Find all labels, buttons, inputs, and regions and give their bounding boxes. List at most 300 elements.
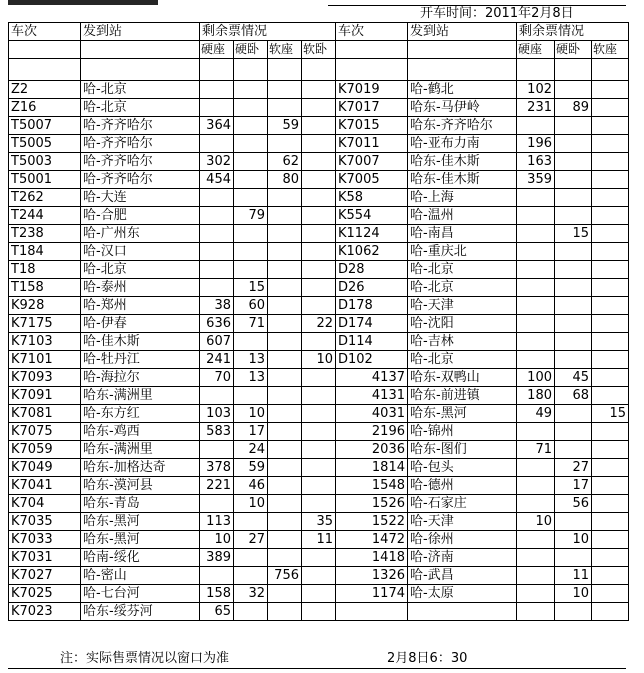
train-number: K7035 (9, 513, 81, 531)
soft-sleeper-count: 22 (302, 315, 336, 333)
sub-header-hard-sleeper-right: 硬卧 (555, 41, 592, 59)
soft-seat-count: 756 (268, 567, 302, 585)
train-number: K7031 (9, 549, 81, 567)
hard-sleeper-count (234, 243, 268, 261)
soft-seat-count-right (592, 567, 629, 585)
soft-sleeper-count (302, 297, 336, 315)
station-route: 哈东-黑河 (81, 513, 200, 531)
station-route-right: 哈-锦州 (408, 423, 517, 441)
soft-seat-count-right (592, 207, 629, 225)
station-route-right: 哈-吉林 (408, 333, 517, 351)
col-header-station: 发到站 (81, 23, 200, 41)
station-route-right: 哈东-前进镇 (408, 387, 517, 405)
station-route: 哈东-绥芬河 (81, 603, 200, 621)
soft-sleeper-count (302, 225, 336, 243)
hard-sleeper-count-right (555, 279, 592, 297)
train-number: K7075 (9, 423, 81, 441)
departure-time-label: 开车时间：2011年2月8日 (420, 6, 574, 21)
soft-seat-count (268, 207, 302, 225)
table-row (9, 135, 629, 153)
station-route-right: 哈东-黑河 (408, 405, 517, 423)
hard-seat-count (200, 225, 234, 243)
hard-seat-count-right (517, 207, 555, 225)
hard-seat-count (200, 261, 234, 279)
hard-seat-count-right (517, 495, 555, 513)
station-route: 哈-大连 (81, 189, 200, 207)
train-number: K7059 (9, 441, 81, 459)
hard-seat-count (200, 99, 234, 117)
hard-seat-count: 65 (200, 603, 234, 621)
soft-seat-count-right (592, 261, 629, 279)
hard-seat-count-right (517, 423, 555, 441)
hard-sleeper-count-right: 56 (555, 495, 592, 513)
soft-seat-count (268, 603, 302, 621)
hard-sleeper-count: 46 (234, 477, 268, 495)
table-row (9, 405, 629, 423)
soft-seat-count (268, 513, 302, 531)
soft-sleeper-count (302, 117, 336, 135)
hard-sleeper-count-right: 27 (555, 459, 592, 477)
train-number: T158 (9, 279, 81, 297)
soft-sleeper-count (302, 261, 336, 279)
train-number-right: 1526 (336, 495, 408, 513)
hard-sleeper-count-right: 89 (555, 99, 592, 117)
hard-sleeper-count-right (555, 513, 592, 531)
station-route: 哈东-黑河 (81, 531, 200, 549)
train-number: K7025 (9, 585, 81, 603)
hard-sleeper-count-right (555, 315, 592, 333)
hard-seat-count-right (517, 261, 555, 279)
hard-sleeper-count-right (555, 549, 592, 567)
sub-header-soft-seat: 软座 (268, 41, 302, 59)
station-route: 哈-密山 (81, 567, 200, 585)
soft-sleeper-count (302, 423, 336, 441)
train-number-right: 1522 (336, 513, 408, 531)
station-route-right: 哈-石家庄 (408, 495, 517, 513)
table-row (9, 495, 629, 513)
hard-sleeper-count-right (555, 351, 592, 369)
soft-sleeper-count (302, 153, 336, 171)
soft-seat-count: 80 (268, 171, 302, 189)
hard-sleeper-count (234, 333, 268, 351)
hard-sleeper-count-right (555, 423, 592, 441)
train-number-right: K58 (336, 189, 408, 207)
hard-sleeper-count (234, 117, 268, 135)
hard-sleeper-count: 15 (234, 279, 268, 297)
header-row-main (9, 23, 629, 41)
soft-seat-count-right (592, 441, 629, 459)
hard-sleeper-count (234, 603, 268, 621)
train-number: T184 (9, 243, 81, 261)
soft-sleeper-count (302, 171, 336, 189)
hard-seat-count (200, 207, 234, 225)
soft-sleeper-count (302, 441, 336, 459)
hard-seat-count: 103 (200, 405, 234, 423)
soft-seat-count-right (592, 135, 629, 153)
soft-seat-count (268, 333, 302, 351)
soft-seat-count (268, 477, 302, 495)
station-route: 哈东-满洲里 (81, 387, 200, 405)
train-number: K704 (9, 495, 81, 513)
train-number-right: D178 (336, 297, 408, 315)
train-number-right: 1548 (336, 477, 408, 495)
train-number: T5007 (9, 117, 81, 135)
station-route-right (408, 603, 517, 621)
soft-seat-count-right (592, 495, 629, 513)
spacer-row (9, 59, 629, 81)
table-row (9, 477, 629, 495)
station-route-right: 哈-南昌 (408, 225, 517, 243)
hard-seat-count: 607 (200, 333, 234, 351)
soft-seat-count (268, 189, 302, 207)
soft-seat-count-right: 15 (592, 405, 629, 423)
hard-seat-count-right (517, 225, 555, 243)
soft-seat-count-right (592, 531, 629, 549)
table-row (9, 513, 629, 531)
table-row (9, 585, 629, 603)
train-number-right: D28 (336, 261, 408, 279)
soft-seat-count (268, 423, 302, 441)
soft-sleeper-count (302, 603, 336, 621)
station-route-right: 哈-包头 (408, 459, 517, 477)
train-number-right: 1174 (336, 585, 408, 603)
soft-seat-count (268, 441, 302, 459)
train-number: T5003 (9, 153, 81, 171)
station-route-right: 哈东-佳木斯 (408, 153, 517, 171)
sub-header-hard-seat-right: 硬座 (517, 41, 555, 59)
station-route: 哈-郑州 (81, 297, 200, 315)
sub-header-hard-seat: 硬座 (200, 41, 234, 59)
sub-header-hard-sleeper: 硬卧 (234, 41, 268, 59)
header-row-sub (9, 41, 629, 59)
soft-seat-count (268, 585, 302, 603)
station-route-right: 哈-武昌 (408, 567, 517, 585)
hard-seat-count-right: 10 (517, 513, 555, 531)
soft-seat-count-right (592, 243, 629, 261)
hard-sleeper-count (234, 549, 268, 567)
train-number: Z2 (9, 81, 81, 99)
hard-sleeper-count (234, 387, 268, 405)
soft-sleeper-count (302, 459, 336, 477)
station-route-right: 哈-徐州 (408, 531, 517, 549)
hard-sleeper-count-right (555, 135, 592, 153)
table-row (9, 531, 629, 549)
soft-seat-count (268, 549, 302, 567)
station-route: 哈-伊春 (81, 315, 200, 333)
soft-seat-count: 62 (268, 153, 302, 171)
hard-seat-count-right (517, 117, 555, 135)
station-route: 哈-齐齐哈尔 (81, 135, 200, 153)
soft-sleeper-count (302, 279, 336, 297)
hard-seat-count-right (517, 315, 555, 333)
hard-seat-count-right (517, 477, 555, 495)
station-route-right: 哈东-马伊岭 (408, 99, 517, 117)
train-number-right: 1472 (336, 531, 408, 549)
ticket-availability-table (8, 22, 629, 621)
table-row (9, 189, 629, 207)
hard-sleeper-count (234, 225, 268, 243)
soft-seat-count: 59 (268, 117, 302, 135)
train-number: T238 (9, 225, 81, 243)
table-row (9, 567, 629, 585)
train-number-right: D102 (336, 351, 408, 369)
train-number-right: D174 (336, 315, 408, 333)
soft-seat-count-right (592, 423, 629, 441)
soft-seat-count-right (592, 369, 629, 387)
soft-sleeper-count (302, 477, 336, 495)
hard-sleeper-count-right: 10 (555, 585, 592, 603)
soft-seat-count (268, 81, 302, 99)
train-number-right: K7005 (336, 171, 408, 189)
hard-sleeper-count-right (555, 405, 592, 423)
hard-sleeper-count (234, 189, 268, 207)
station-route-right: 哈-亚布力南 (408, 135, 517, 153)
soft-sleeper-count (302, 405, 336, 423)
train-number-right: 4031 (336, 405, 408, 423)
soft-seat-count (268, 387, 302, 405)
hard-sleeper-count-right (555, 153, 592, 171)
table-row (9, 441, 629, 459)
hard-sleeper-count-right (555, 297, 592, 315)
soft-sleeper-count (302, 567, 336, 585)
table-row (9, 171, 629, 189)
soft-sleeper-count: 10 (302, 351, 336, 369)
station-route-right: 哈-天津 (408, 513, 517, 531)
train-number: T18 (9, 261, 81, 279)
train-number-right: 4131 (336, 387, 408, 405)
station-route-right: 哈-温州 (408, 207, 517, 225)
train-number-right: 2196 (336, 423, 408, 441)
hard-sleeper-count-right (555, 441, 592, 459)
hard-seat-count-right: 359 (517, 171, 555, 189)
hard-seat-count-right: 71 (517, 441, 555, 459)
table-row (9, 387, 629, 405)
station-route: 哈-北京 (81, 99, 200, 117)
soft-seat-count-right (592, 459, 629, 477)
hard-seat-count: 302 (200, 153, 234, 171)
station-route: 哈-齐齐哈尔 (81, 153, 200, 171)
train-number: K7103 (9, 333, 81, 351)
table-row (9, 261, 629, 279)
station-route-right: 哈东-双鸭山 (408, 369, 517, 387)
soft-seat-count (268, 243, 302, 261)
table-row (9, 279, 629, 297)
soft-seat-count (268, 315, 302, 333)
hard-sleeper-count: 59 (234, 459, 268, 477)
hard-seat-count-right (517, 243, 555, 261)
station-route: 哈-齐齐哈尔 (81, 171, 200, 189)
soft-sleeper-count (302, 333, 336, 351)
soft-sleeper-count (302, 135, 336, 153)
soft-seat-count-right (592, 117, 629, 135)
hard-sleeper-count-right (555, 207, 592, 225)
soft-seat-count-right (592, 603, 629, 621)
station-route: 哈-齐齐哈尔 (81, 117, 200, 135)
train-number: K7049 (9, 459, 81, 477)
hard-seat-count: 221 (200, 477, 234, 495)
train-number: T244 (9, 207, 81, 225)
station-route: 哈-泰州 (81, 279, 200, 297)
hard-sleeper-count: 32 (234, 585, 268, 603)
station-route: 哈东-鸡西 (81, 423, 200, 441)
hard-sleeper-count: 60 (234, 297, 268, 315)
hard-sleeper-count (234, 135, 268, 153)
table-row (9, 297, 629, 315)
soft-sleeper-count (302, 99, 336, 117)
hard-seat-count-right (517, 549, 555, 567)
hard-sleeper-count (234, 153, 268, 171)
hard-sleeper-count (234, 81, 268, 99)
hard-seat-count: 389 (200, 549, 234, 567)
table-row (9, 153, 629, 171)
station-route-right: 哈东-齐齐哈尔 (408, 117, 517, 135)
hard-sleeper-count (234, 513, 268, 531)
soft-seat-count-right (592, 279, 629, 297)
table-row (9, 369, 629, 387)
soft-seat-count (268, 495, 302, 513)
train-number: K7027 (9, 567, 81, 585)
table-row (9, 351, 629, 369)
table-row (9, 243, 629, 261)
hard-sleeper-count-right (555, 171, 592, 189)
train-number: Z16 (9, 99, 81, 117)
station-route-right: 哈-天津 (408, 297, 517, 315)
hard-seat-count: 113 (200, 513, 234, 531)
hard-seat-count-right: 180 (517, 387, 555, 405)
table-row (9, 99, 629, 117)
hard-seat-count: 454 (200, 171, 234, 189)
footer-note: 注：实际售票情况以窗口为准 (60, 651, 230, 666)
train-number-right: K1124 (336, 225, 408, 243)
table-row (9, 81, 629, 99)
station-route-right: 哈-北京 (408, 279, 517, 297)
hard-seat-count (200, 495, 234, 513)
hard-sleeper-count (234, 261, 268, 279)
soft-seat-count-right (592, 513, 629, 531)
train-number-right: D26 (336, 279, 408, 297)
train-number-right: 2036 (336, 441, 408, 459)
hard-seat-count: 364 (200, 117, 234, 135)
soft-sleeper-count (302, 585, 336, 603)
hard-seat-count: 38 (200, 297, 234, 315)
train-number-right: D114 (336, 333, 408, 351)
train-number-right: 1326 (336, 567, 408, 585)
soft-seat-count-right (592, 81, 629, 99)
train-number: K7091 (9, 387, 81, 405)
hard-seat-count-right (517, 333, 555, 351)
station-route: 哈-汉口 (81, 243, 200, 261)
bottom-border-line (8, 668, 626, 669)
table-row (9, 423, 629, 441)
hard-seat-count (200, 189, 234, 207)
train-number: K7023 (9, 603, 81, 621)
station-route-right: 哈东-图们 (408, 441, 517, 459)
hard-sleeper-count-right: 17 (555, 477, 592, 495)
hard-sleeper-count: 10 (234, 495, 268, 513)
hard-sleeper-count (234, 99, 268, 117)
train-number-right: K7007 (336, 153, 408, 171)
train-number-right: 1418 (336, 549, 408, 567)
top-clipped-title (8, 0, 158, 5)
station-route-right: 哈-沈阳 (408, 315, 517, 333)
soft-seat-count-right (592, 549, 629, 567)
soft-seat-count (268, 279, 302, 297)
soft-seat-count-right (592, 333, 629, 351)
station-route-right: 哈-北京 (408, 261, 517, 279)
soft-seat-count (268, 135, 302, 153)
train-number-right (336, 603, 408, 621)
hard-sleeper-count-right (555, 81, 592, 99)
station-route-right: 哈-济南 (408, 549, 517, 567)
station-route: 哈-牡丹江 (81, 351, 200, 369)
train-number: K7093 (9, 369, 81, 387)
hard-seat-count (200, 387, 234, 405)
hard-sleeper-count-right (555, 261, 592, 279)
hard-sleeper-count: 79 (234, 207, 268, 225)
hard-sleeper-count: 24 (234, 441, 268, 459)
hard-sleeper-count-right: 45 (555, 369, 592, 387)
hard-seat-count (200, 243, 234, 261)
hard-seat-count (200, 279, 234, 297)
soft-seat-count (268, 459, 302, 477)
hard-sleeper-count-right (555, 189, 592, 207)
station-route-right: 哈-北京 (408, 351, 517, 369)
soft-sleeper-count: 11 (302, 531, 336, 549)
col-header-remaining-right: 剩余票情况 (517, 23, 629, 41)
station-route: 哈东-加格达奇 (81, 459, 200, 477)
table-row (9, 315, 629, 333)
hard-sleeper-count: 13 (234, 369, 268, 387)
soft-seat-count-right (592, 477, 629, 495)
train-number: T5005 (9, 135, 81, 153)
soft-seat-count (268, 351, 302, 369)
train-number: K7101 (9, 351, 81, 369)
hard-sleeper-count-right (555, 603, 592, 621)
hard-seat-count-right: 49 (517, 405, 555, 423)
hard-sleeper-count-right (555, 243, 592, 261)
soft-sleeper-count (302, 549, 336, 567)
col-header-train-right: 车次 (336, 23, 408, 41)
hard-seat-count-right (517, 459, 555, 477)
train-number-right: K7017 (336, 99, 408, 117)
station-route: 哈-东方红 (81, 405, 200, 423)
soft-seat-count-right (592, 351, 629, 369)
hard-seat-count-right: 102 (517, 81, 555, 99)
soft-sleeper-count (302, 81, 336, 99)
station-route-right: 哈-鹤北 (408, 81, 517, 99)
station-route: 哈-北京 (81, 81, 200, 99)
train-number: T262 (9, 189, 81, 207)
station-route-right: 哈-德州 (408, 477, 517, 495)
soft-seat-count-right (592, 171, 629, 189)
soft-seat-count-right (592, 387, 629, 405)
station-route: 哈-七台河 (81, 585, 200, 603)
hard-sleeper-count-right (555, 117, 592, 135)
soft-seat-count-right (592, 315, 629, 333)
hard-seat-count: 10 (200, 531, 234, 549)
station-route-right: 哈-上海 (408, 189, 517, 207)
hard-sleeper-count (234, 171, 268, 189)
sub-header-soft-seat-right: 软座 (592, 41, 629, 59)
hard-seat-count-right: 100 (517, 369, 555, 387)
hard-seat-count-right (517, 189, 555, 207)
hard-seat-count: 378 (200, 459, 234, 477)
train-number-right: K554 (336, 207, 408, 225)
hard-seat-count-right (517, 351, 555, 369)
station-route-right: 哈-太原 (408, 585, 517, 603)
soft-sleeper-count (302, 207, 336, 225)
soft-seat-count (268, 99, 302, 117)
